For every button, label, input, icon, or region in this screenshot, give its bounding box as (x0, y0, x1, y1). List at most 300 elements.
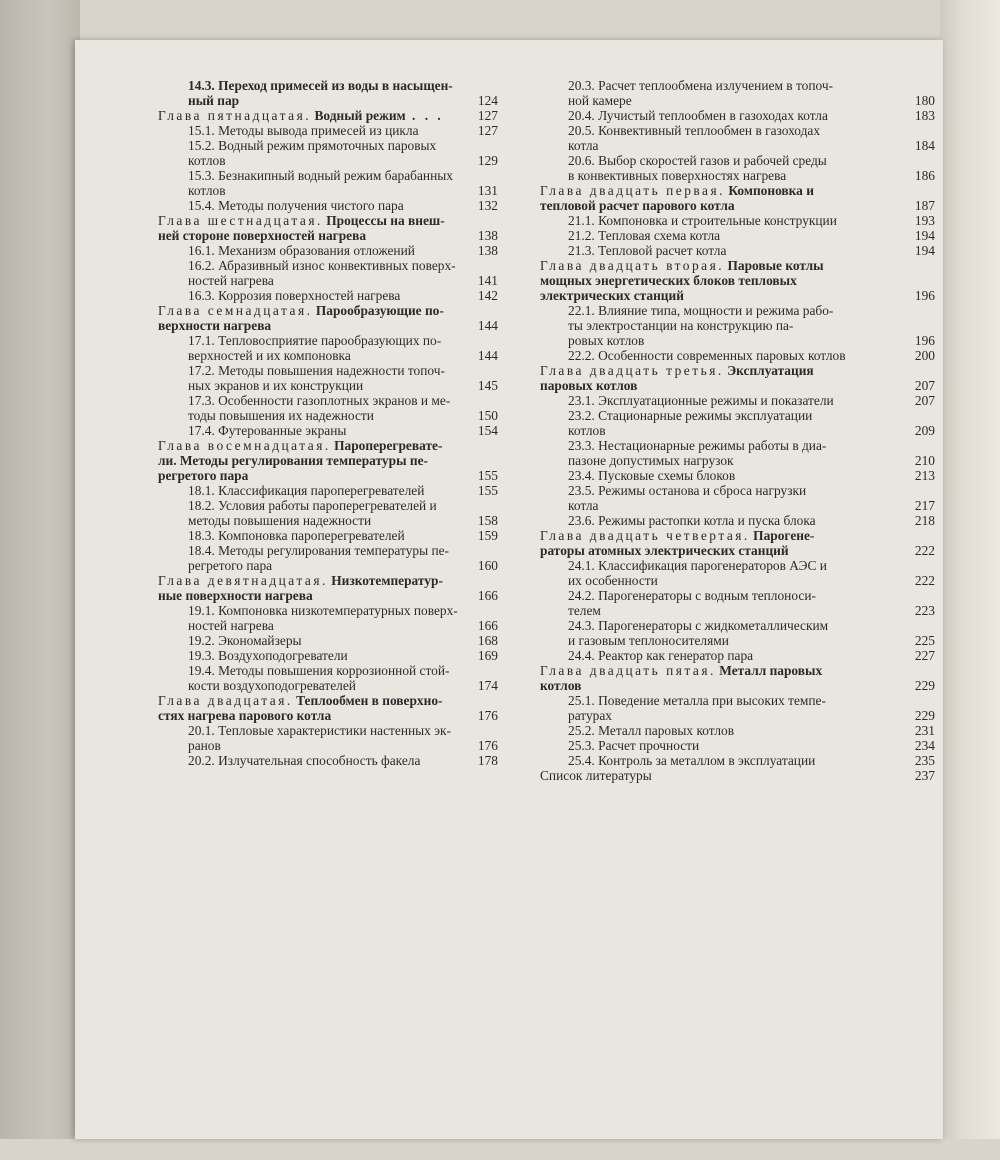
page-number: 138 (477, 243, 498, 258)
page-number: 200 (914, 348, 935, 363)
section-title-line: ностей нагрева (188, 273, 274, 288)
page-number: 194 (914, 243, 935, 258)
section-number: 19.3. (188, 648, 215, 663)
section-title-line: Коррозия поверхностей нагрева (218, 288, 401, 303)
chapter-label: Глава двадцатая. (158, 693, 293, 708)
section-title-line: телем (568, 603, 601, 618)
page-number: 194 (914, 228, 935, 243)
chapter-title: ные поверхности нагрева (158, 588, 313, 603)
toc-entry-line (188, 363, 460, 378)
page-number: 138 (477, 228, 498, 243)
toc-entry-line (158, 303, 460, 318)
toc-section-entry (540, 303, 935, 348)
toc-entry-line (158, 108, 460, 123)
page-number: 176 (477, 708, 498, 723)
page-number: 166 (477, 588, 498, 603)
toc-entry-line (568, 753, 897, 768)
page-number: 196 (914, 288, 935, 303)
page-number: 183 (914, 108, 935, 123)
toc-entry-line (188, 153, 460, 168)
toc-section-entry (540, 123, 935, 153)
page-number: 223 (914, 603, 935, 618)
section-title-line: Стационарные режимы эксплуатации (598, 408, 813, 423)
section-title-line: Условия работы пароперегревателей и (218, 498, 437, 513)
page-number: 131 (477, 183, 498, 198)
section-number: 22.1. (568, 303, 595, 318)
toc-section-entry (540, 243, 935, 258)
toc-entry-line (188, 198, 460, 213)
section-number: 21.3. (568, 243, 595, 258)
section-title-line: Лучистый теплообмен в газоходах котла (598, 108, 828, 123)
section-title-line: котлов (568, 423, 606, 438)
section-title-line: котлов (188, 153, 226, 168)
section-number: 15.4. (188, 198, 215, 213)
page-number: 127 (477, 123, 498, 138)
toc-section-entry (158, 198, 498, 213)
toc-chapter-entry (540, 258, 935, 303)
section-title-line: ной камере (568, 93, 632, 108)
section-number: 24.4. (568, 648, 595, 663)
section-number: 18.1. (188, 483, 215, 498)
toc-section-entry (540, 213, 935, 228)
toc-section-entry (158, 498, 498, 528)
page-number: 166 (477, 618, 498, 633)
section-number: 25.1. (568, 693, 595, 708)
section-title-line: Компоновка пароперегревателей (218, 528, 405, 543)
toc-section-entry (540, 348, 935, 363)
chapter-label: Глава девятнадцатая. (158, 573, 328, 588)
toc-section-entry (540, 468, 935, 483)
toc-section-entry (158, 288, 498, 303)
page-number: 207 (914, 378, 935, 393)
toc-section-entry (540, 228, 935, 243)
chapter-label: Глава пятнадцатая. (158, 108, 312, 123)
chapter-label: Глава двадцать вторая. (540, 258, 725, 273)
page-number: 217 (914, 498, 935, 513)
toc-entry-line (188, 243, 460, 258)
section-title-line: котла (568, 138, 599, 153)
page-number: 210 (914, 453, 935, 468)
toc-chapter-entry (540, 363, 935, 393)
toc-section-entry (540, 768, 935, 783)
page-number: 176 (477, 738, 498, 753)
section-title-line: ных экранов и их конструкции (188, 378, 364, 393)
toc-entry-line (188, 93, 460, 108)
toc-entry-line (568, 423, 897, 438)
section-title-line: Водный режим прямоточных паровых (218, 138, 437, 153)
chapter-title: Паровые котлы (727, 258, 824, 273)
toc-section-entry (540, 588, 935, 618)
toc-entry-line (568, 78, 897, 93)
toc-section-entry (158, 663, 498, 693)
section-number: 16.1. (188, 243, 215, 258)
section-title-line: методы повышения надежности (188, 513, 372, 528)
toc-entry-line (158, 573, 460, 588)
section-title-line: Тепловые характеристики настенных эк- (218, 723, 451, 738)
toc-section-entry (158, 603, 498, 633)
toc-entry-line (188, 333, 460, 348)
section-title-line: Воздухоподогреватели (218, 648, 348, 663)
section-title-line: Расчет прочности (598, 738, 700, 753)
toc-entry-line (568, 453, 897, 468)
chapter-label: Глава семнадцатая. (158, 303, 313, 318)
toc-entry-line (188, 498, 460, 513)
section-number: 15.1. (188, 123, 215, 138)
toc-entry-line (568, 618, 897, 633)
chapter-title: верхности нагрева (158, 318, 272, 333)
chapter-title: Низкотемператур- (331, 573, 443, 588)
section-title-line: Тепловая схема котла (598, 228, 721, 243)
toc-section-entry (540, 693, 935, 723)
section-number: 17.2. (188, 363, 215, 378)
toc-section-entry (158, 168, 498, 198)
toc-section-entry (158, 723, 498, 753)
page-number: 213 (914, 468, 935, 483)
section-title-line: кости воздухоподогревателей (188, 678, 356, 693)
section-number: 18.3. (188, 528, 215, 543)
toc-entry-line (568, 513, 897, 528)
section-title-line: Методы получения чистого пара (218, 198, 404, 213)
section-number: 18.4. (188, 543, 215, 558)
chapter-title: Водный режим (314, 108, 406, 123)
toc-entry-line (568, 243, 897, 258)
page-number: 184 (914, 138, 935, 153)
page-number: 225 (914, 633, 935, 648)
section-title-line: Контроль за металлом в эксплуатации (598, 753, 816, 768)
toc-chapter-entry (540, 528, 935, 558)
toc-section-entry (158, 423, 498, 438)
page-number: 129 (477, 153, 498, 168)
toc-entry-line (158, 693, 460, 708)
toc-entry-line (188, 288, 460, 303)
bleed-through-text (265, 740, 885, 1160)
toc-entry-line (568, 213, 897, 228)
page-number: 207 (914, 393, 935, 408)
section-number: 22.2. (568, 348, 595, 363)
toc-entry-line (568, 573, 897, 588)
chapter-title: Пароперегревате- (334, 438, 443, 453)
section-number: 19.4. (188, 663, 215, 678)
chapter-title: регретого пара (158, 468, 249, 483)
section-number: 16.2. (188, 258, 215, 273)
section-title-line: и газовым теплоносителями (568, 633, 729, 648)
toc-entry-line (188, 618, 460, 633)
section-title-line: верхностей и их компоновка (188, 348, 351, 363)
toc-section-entry (158, 633, 498, 648)
chapter-title: Процессы на внеш- (326, 213, 445, 228)
chapter-title: тепловой расчет парового котла (540, 198, 735, 213)
page-number: 235 (914, 753, 935, 768)
section-title-line: ранов (188, 738, 221, 753)
page-number: 160 (477, 558, 498, 573)
toc-chapter-entry (158, 213, 498, 243)
toc-entry-line (540, 528, 897, 543)
section-title-line: Нестационарные режимы работы в диа- (598, 438, 827, 453)
toc-right-column (540, 78, 935, 783)
toc-section-entry (158, 363, 498, 393)
page-number: 144 (477, 348, 498, 363)
toc-chapter-entry (158, 573, 498, 603)
chapter-title: Металл паровых (719, 663, 823, 678)
toc-entry-line (188, 723, 460, 738)
page-number: 209 (914, 423, 935, 438)
toc-entry-line (568, 153, 897, 168)
chapter-title: Парогене- (753, 528, 815, 543)
toc-entry-line (188, 753, 460, 768)
page-number: 218 (914, 513, 935, 528)
leader-dots: . . . (405, 108, 444, 123)
toc-entry-line (568, 588, 897, 603)
section-number: 23.6. (568, 513, 595, 528)
page-number: 174 (477, 678, 498, 693)
section-title-line: Методы регулирования температуры пе- (218, 543, 450, 558)
chapter-label: Глава двадцать первая. (540, 183, 725, 198)
toc-entry-line (568, 123, 897, 138)
section-title-line: Футерованные экраны (218, 423, 347, 438)
page-number: 124 (477, 93, 498, 108)
page-number: 127 (477, 108, 498, 123)
section-number: 20.6. (568, 153, 595, 168)
page-number: 158 (477, 513, 498, 528)
toc-entry-line (568, 708, 897, 723)
toc-section-entry (540, 513, 935, 528)
section-title-line: Классификация парогенераторов АЭС и (598, 558, 827, 573)
chapter-label: Глава шестнадцатая. (158, 213, 323, 228)
toc-section-entry (158, 333, 498, 363)
section-number: 20.5. (568, 123, 595, 138)
section-title-line: ный пар (188, 93, 240, 108)
section-title-line: котлов (188, 183, 226, 198)
page-number: 155 (477, 468, 498, 483)
chapter-title: Компоновка и (728, 183, 814, 198)
section-number: 24.2. (568, 588, 595, 603)
section-number: 19.1. (188, 603, 215, 618)
toc-entry-line (188, 78, 460, 93)
toc-left-column (158, 78, 498, 768)
toc-entry-line (540, 258, 897, 273)
toc-entry-line (188, 738, 460, 753)
toc-entry-line (568, 693, 897, 708)
section-title-line: Классификация пароперегревателей (218, 483, 425, 498)
section-title-line: Компоновка низкотемпературных поверх- (218, 603, 458, 618)
toc-chapter-entry (158, 693, 498, 723)
toc-entry-line (188, 663, 460, 678)
toc-entry-line (568, 168, 897, 183)
toc-chapter-entry (158, 438, 498, 483)
toc-entry-line (568, 483, 897, 498)
section-number: 23.4. (568, 468, 595, 483)
toc-entry-line (188, 258, 460, 273)
section-title-line: ратурах (568, 708, 612, 723)
toc-entry-line (540, 183, 897, 198)
section-number: 23.3. (568, 438, 595, 453)
toc-entry-line (188, 273, 460, 288)
chapter-label: Глава двадцать четвертая. (540, 528, 750, 543)
toc-entry-line (188, 633, 460, 648)
toc-chapter-entry (158, 303, 498, 333)
toc-section-entry (540, 753, 935, 768)
section-number: 24.3. (568, 618, 595, 633)
section-title-line: Расчет теплообмена излучением в топоч- (598, 78, 834, 93)
page-number: 142 (477, 288, 498, 303)
chapter-title: Парообразующие по- (315, 303, 444, 318)
page-number: 222 (914, 543, 935, 558)
section-title-line: Абразивный износ конвективных поверх- (218, 258, 456, 273)
chapter-title: паровых котлов (540, 378, 638, 393)
toc-section-entry (540, 78, 935, 108)
section-number: 24.1. (568, 558, 595, 573)
toc-section-entry (158, 543, 498, 573)
chapter-title: Эксплуатация (727, 363, 814, 378)
toc-section-entry (158, 243, 498, 258)
toc-entry-line (188, 348, 460, 363)
chapter-title: мощных энергетических блоков тепловых (540, 273, 797, 288)
section-title-line: Эксплуатационные режимы и показатели (598, 393, 834, 408)
toc-entry-line (568, 498, 897, 513)
toc-entry-line (568, 228, 897, 243)
section-title-line: Влияние типа, мощности и режима рабо- (598, 303, 834, 318)
toc-entry-line (188, 513, 460, 528)
page-number: 231 (914, 723, 935, 738)
chapter-title: стях нагрева парового котла (158, 708, 332, 723)
section-title-line: Пусковые схемы блоков (598, 468, 736, 483)
toc-entry-line (188, 123, 460, 138)
section-number: 20.2. (188, 753, 215, 768)
section-title-line: пазоне допустимых нагрузок (568, 453, 734, 468)
section-number: 25.3. (568, 738, 595, 753)
section-number: 18.2. (188, 498, 215, 513)
section-title-line: ты электростанции на конструкцию па- (568, 318, 794, 333)
page-number: 222 (914, 573, 935, 588)
section-number: 20.3. (568, 78, 595, 93)
toc-section-entry (158, 258, 498, 288)
section-title-line: их особенности (568, 573, 658, 588)
section-number: 20.4. (568, 108, 595, 123)
toc-entry-line (188, 678, 460, 693)
section-title-line: Поведение металла при высоких темпе- (598, 693, 826, 708)
toc-section-entry (158, 753, 498, 768)
section-title-line: Металл паровых котлов (598, 723, 735, 738)
page-number: 155 (477, 483, 498, 498)
section-title-line: Конвективный теплообмен в газоходах (598, 123, 821, 138)
section-number: 17.3. (188, 393, 215, 408)
toc-entry-line (158, 438, 460, 453)
page-number: 186 (914, 168, 935, 183)
page-number: 180 (914, 93, 935, 108)
toc-entry-line (158, 213, 460, 228)
page-number: 169 (477, 648, 498, 663)
section-title-line: Выбор скоростей газов и рабочей среды (598, 153, 827, 168)
toc-section-entry (540, 618, 935, 648)
section-title-line: Методы повышения коррозионной стой- (218, 663, 450, 678)
chapter-label: Глава двадцать пятая. (540, 663, 716, 678)
section-title-line: Тепловосприятие парообразующих по- (218, 333, 442, 348)
section-title-line: в конвективных поверхностях нагрева (568, 168, 787, 183)
section-title-line: Особенности современных паровых котлов (598, 348, 846, 363)
chapter-label: Глава двадцать третья. (540, 363, 724, 378)
toc-entry-line (568, 438, 897, 453)
section-title-line: Режимы останова и сброса нагрузки (598, 483, 807, 498)
toc-section-entry (540, 438, 935, 468)
page-number: 144 (477, 318, 498, 333)
section-number: 15.2. (188, 138, 215, 153)
section-title-line: ровых котлов (568, 333, 645, 348)
section-title-line: Парогенераторы с водным теплоноси- (598, 588, 816, 603)
toc-section-entry (540, 393, 935, 408)
toc-entry-line (540, 663, 897, 678)
page-number: 187 (914, 198, 935, 213)
section-title-line: Режимы растопки котла и пуска блока (598, 513, 816, 528)
toc-section-entry (540, 738, 935, 753)
toc-section-entry (540, 153, 935, 183)
page-number: 229 (914, 678, 935, 693)
chapter-title: электрических станций (540, 288, 684, 303)
toc-section-entry (158, 648, 498, 663)
toc-entry-line (188, 648, 460, 663)
toc-entry-line (188, 138, 460, 153)
toc-section-entry (158, 123, 498, 138)
section-title-line: Методы повышения надежности топоч- (218, 363, 445, 378)
toc-entry-line (568, 408, 897, 423)
toc-entry-line (540, 363, 897, 378)
chapter-title: котлов (540, 678, 582, 693)
toc-entry-line (568, 108, 897, 123)
section-number: 25.4. (568, 753, 595, 768)
toc-entry-line (568, 648, 897, 663)
section-number: 21.2. (568, 228, 595, 243)
toc-section-entry (158, 78, 498, 108)
toc-entry-line (188, 528, 460, 543)
toc-entry-line (568, 303, 897, 318)
section-title-line: Парогенераторы с жидкометаллическим (598, 618, 829, 633)
section-number: 20.1. (188, 723, 215, 738)
section-title-line: Особенности газоплотных экранов и ме- (218, 393, 451, 408)
section-title-line: Методы вывода примесей из цикла (218, 123, 419, 138)
toc-section-entry (540, 483, 935, 513)
toc-entry-line (568, 633, 897, 648)
section-title-line: Излучательная способность факела (218, 753, 421, 768)
section-title-line: ностей нагрева (188, 618, 274, 633)
section-number: 17.4. (188, 423, 215, 438)
toc-chapter-entry (540, 183, 935, 213)
toc-section-entry (540, 408, 935, 438)
toc-section-entry (158, 393, 498, 423)
section-number: 16.3. (188, 288, 215, 303)
section-number: 21.1. (568, 213, 595, 228)
toc-section-entry (158, 138, 498, 168)
section-title-line: Компоновка и строительные конструкции (598, 213, 837, 228)
toc-entry-line (188, 543, 460, 558)
page-number: 154 (477, 423, 498, 438)
right-page-edge (940, 0, 1000, 1139)
section-number: 17.1. (188, 333, 215, 348)
facing-page-edge (0, 0, 80, 1139)
toc-entry-line (568, 318, 897, 333)
toc-chapter-entry (540, 663, 935, 693)
section-number: 15.3. (188, 168, 215, 183)
page-number: 141 (477, 273, 498, 288)
toc-entry-line (188, 558, 460, 573)
page-number: 193 (914, 213, 935, 228)
page-number: 237 (914, 768, 935, 783)
toc-entry-line (188, 423, 460, 438)
page-number: 145 (477, 378, 498, 393)
toc-entry-line (568, 393, 897, 408)
toc-entry-line (188, 168, 460, 183)
section-title-line: Механизм образования отложений (218, 243, 415, 258)
toc-section-entry (158, 528, 498, 543)
section-number: 23.2. (568, 408, 595, 423)
